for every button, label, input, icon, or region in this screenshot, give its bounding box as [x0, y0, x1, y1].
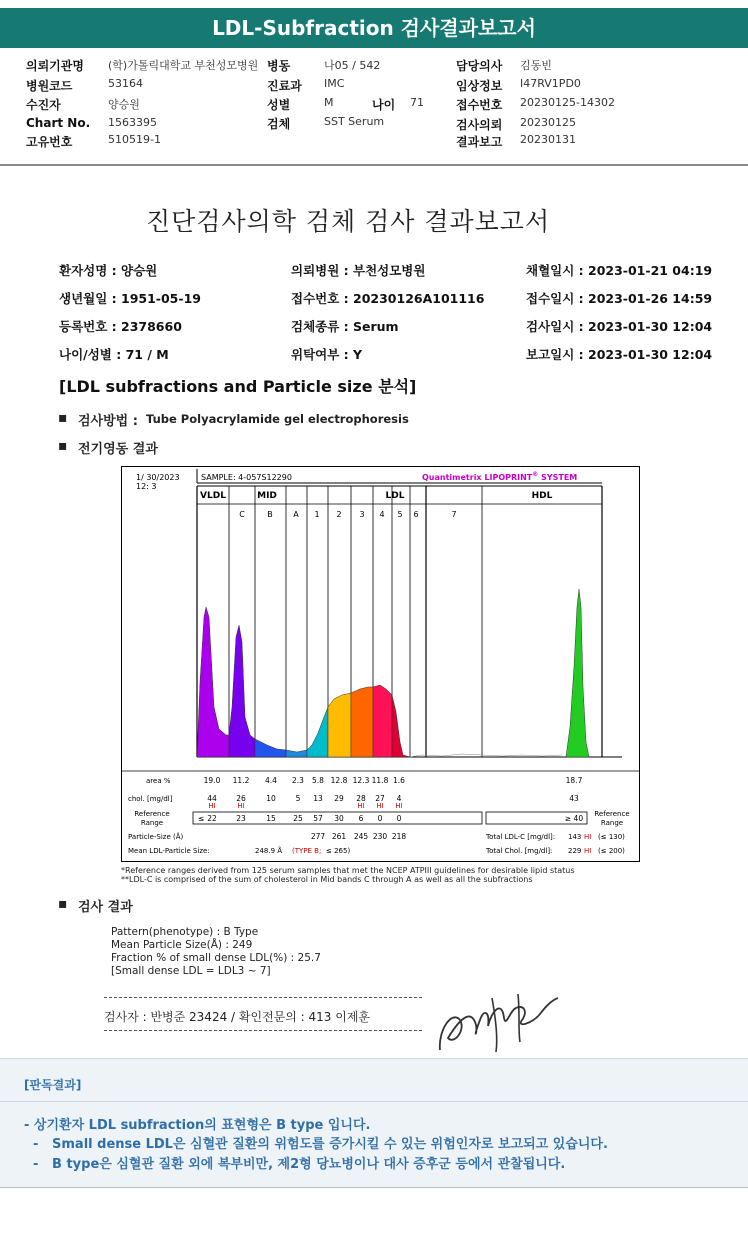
opinion-line-2: - Small dense LDL은 심혈관 질환의 위험도를 증가시킬 수 있는 위험인자로 보고되고 있습니다. — [24, 1137, 608, 1152]
handwritten-signature — [432, 990, 562, 1054]
mean-size-value: 248.9 Å — [255, 847, 283, 855]
value-test-request: 20230125 — [520, 116, 576, 129]
label-receipt-no: 접수번호 — [456, 98, 503, 112]
chart-band-label-7: 7 — [451, 510, 457, 519]
label-department: 진료과 — [267, 79, 302, 93]
chol-value-ldl4: 27 — [375, 794, 385, 803]
chart-band-label-6: 6 — [413, 510, 419, 519]
total-ldl-ref: (≤ 130) — [598, 833, 625, 841]
ref-value-a: 25 — [293, 814, 303, 823]
hi-flag-c: HI — [237, 802, 245, 810]
chart-band-label-2: 2 — [336, 510, 342, 519]
info-report-time: 보고일시 : 2023-01-30 12:04 — [526, 347, 713, 362]
ref-value-ldl2: 30 — [334, 814, 344, 823]
header-divider — [0, 164, 748, 166]
area-value-b: 4.4 — [265, 776, 277, 785]
chart-group-label-ldl: LDL — [385, 491, 405, 501]
label-unique-no: 고유번호 — [26, 135, 73, 149]
chart-svg — [122, 467, 639, 861]
opinion-line-1: - 상기환자 LDL subfraction의 표현형은 B type 입니다. — [24, 1118, 371, 1133]
chol-value-a: 5 — [295, 794, 301, 803]
total-ldl-hi: HI — [584, 833, 592, 841]
mean-size-type: (TYPE B; — [292, 847, 322, 855]
chart-band-area-b — [255, 739, 286, 757]
label-ward: 병동 — [267, 59, 291, 73]
chart-band-area-ldl1 — [307, 707, 328, 757]
result-fraction: Fraction % of small dense LDL(%) : 25.7 — [111, 952, 321, 964]
chart-sample: SAMPLE: 4-057S12290 — [201, 473, 292, 482]
area-value-ldl1: 5.8 — [312, 776, 324, 785]
chart-band-label-c: C — [239, 510, 245, 519]
area-value-ldl3: 12.3 — [352, 776, 370, 785]
chart-time: 12: 3 — [136, 482, 157, 491]
electrophoresis-label: 전기영동 결과 — [78, 442, 158, 457]
chart-band-area-ldl5 — [392, 695, 410, 757]
signer-text: 검사자 : 반병준 23424 / 확인전문의 : 413 이제훈 — [104, 1010, 371, 1024]
label-sex: 성별 — [267, 98, 291, 112]
info-receipt-time: 접수일시 : 2023-01-26 14:59 — [526, 291, 713, 306]
chart-band-label-5: 5 — [397, 510, 403, 519]
info-test-time: 검사일시 : 2023-01-30 12:04 — [526, 319, 713, 334]
chart-band-area-ldl4 — [373, 685, 392, 757]
info-collection-time: 채혈일시 : 2023-01-21 04:19 — [526, 263, 713, 278]
info-specimen-type: 검체종류 : Serum — [291, 319, 399, 334]
chart-band-label-b: B — [267, 510, 273, 519]
chol-value-ldl1: 13 — [313, 794, 323, 803]
hdl-ref-label-1: Reference — [594, 810, 630, 818]
info-requesting-hospital: 의뢰병원 : 부천성모병원 — [291, 263, 426, 278]
hi-flag-ldl4: HI — [376, 802, 384, 810]
info-registration-no: 등록번호 : 2378660 — [59, 319, 182, 334]
method-value: Tube Polyacrylamide gel electrophoresis — [146, 412, 409, 426]
label-result-report: 결과보고 — [456, 135, 503, 149]
chol-value-ldl2: 29 — [334, 794, 344, 803]
chart-band-area-vldl — [197, 607, 229, 757]
value-age: 71 — [410, 96, 424, 109]
size-value-ldl5: 218 — [391, 832, 407, 841]
chart-band-label-1: 1 — [314, 510, 320, 519]
opinion-divider — [0, 1101, 748, 1102]
footnote-2: **LDL-C is comprised of the sum of cholesterol in Mid bands C through A as well as all the subfractions — [121, 875, 533, 884]
footnote-1: *Reference ranges derived from 125 serum samples that met the NCEP ATPIII guidelines for desirable lipid status — [121, 866, 575, 875]
value-department: IMC — [324, 77, 345, 90]
value-receipt-no: 20230125-14302 — [520, 96, 615, 109]
area-value-ldl2: 12.8 — [330, 776, 348, 785]
chart-band-area-ldl3 — [351, 687, 373, 757]
size-value-ldl2: 261 — [331, 832, 347, 841]
total-ldl-value: 143 — [568, 833, 582, 841]
chart-band-area-c — [229, 625, 255, 757]
bullet-icon: ▪ — [58, 438, 68, 454]
value-clinical-info: I47RV1PD0 — [520, 77, 581, 90]
bullet-icon: ▪ — [58, 896, 68, 912]
total-chol-ref: (≤ 200) — [598, 847, 625, 855]
size-value-ldl3: 245 — [353, 832, 369, 841]
area-value-vldl: 19.0 — [203, 776, 221, 785]
chol-value-c: 26 — [236, 794, 246, 803]
report-header-title: LDL-Subfraction 검사결과보고서 — [0, 8, 748, 48]
chol-value-vldl: 44 — [207, 794, 217, 803]
result-mean-size: Mean Particle Size(Å) : 249 — [111, 939, 253, 951]
report-title: 진단검사의학 검체 검사 결과보고서 — [146, 207, 551, 236]
total-chol-hi: HI — [584, 847, 592, 855]
info-patient-name: 환자성명 : 양승원 — [59, 263, 158, 278]
label-test-request: 검사의뢰 — [456, 118, 503, 132]
row-label-area: area % — [146, 777, 171, 785]
value-chart-no: 1563395 — [108, 116, 157, 129]
chart-group-label-hdl: HDL — [531, 491, 553, 501]
hi-flag-vldl: HI — [208, 802, 216, 810]
total-chol-label: Total Chol. [mg/dl]: — [486, 847, 553, 855]
area-value-ldl4: 11.8 — [371, 776, 389, 785]
label-hospital-code: 병원코드 — [26, 79, 73, 93]
area-value-ldl5: 1.6 — [393, 776, 405, 785]
opinion-line-3: - B type은 심혈관 질환 외에 복부비만, 제2형 당뇨병이나 대사 증후군 등에서 관찰됩니다. — [24, 1157, 566, 1172]
value-sex: M — [324, 96, 334, 109]
ref-value-b: 15 — [266, 814, 276, 823]
value-ward: 나05 / 542 — [324, 59, 381, 72]
chart-band-area-a — [286, 750, 307, 757]
row-label-ref-2: Range — [140, 819, 164, 827]
label-age: 나이 — [372, 98, 396, 112]
ref-value-c: 23 — [236, 814, 246, 823]
total-ldl-label: Total LDL-C [mg/dl]: — [486, 833, 556, 841]
mean-size-limit: ≤ 265) — [326, 847, 351, 855]
bullet-icon: ▪ — [58, 410, 68, 426]
lipoprint-chart — [121, 466, 640, 862]
ref-value-hdl: ≥ 40 — [564, 814, 584, 823]
signature-line-bottom — [104, 1030, 422, 1031]
chol-value-ldl5: 4 — [396, 794, 402, 803]
size-value-ldl1: 277 — [310, 832, 326, 841]
hi-flag-ldl3: HI — [357, 802, 365, 810]
chart-band-area-ldl2 — [328, 693, 351, 757]
result-definition: [Small dense LDL = LDL3 ~ 7] — [111, 965, 271, 977]
section-title: [LDL subfractions and Particle size 분석] — [59, 377, 417, 396]
total-chol-value: 229 — [568, 847, 582, 855]
info-receipt-no: 접수번호 : 20230126A101116 — [291, 291, 485, 306]
value-doctor: 김동빈 — [520, 59, 552, 72]
label-patient: 수진자 — [26, 98, 61, 112]
chart-group-label-vldl: VLDL — [200, 491, 226, 501]
info-consignment: 위탁여부 : Y — [291, 347, 363, 362]
row-label-mean: Mean LDL-Particle Size: — [128, 847, 210, 855]
chol-value-hdl: 43 — [569, 794, 579, 803]
chart-band-area-ldl6 — [566, 589, 589, 757]
info-birth-date: 생년월일 : 1951-05-19 — [59, 291, 201, 306]
ref-prefix: ≤ — [198, 814, 205, 823]
chart-group-label-mid: MID — [257, 491, 277, 501]
area-value-hdl: 18.7 — [565, 776, 583, 785]
label-requesting-institution: 의뢰기관명 — [26, 59, 84, 73]
value-result-report: 20230131 — [520, 133, 576, 146]
method-label: 검사방법 : — [78, 414, 138, 429]
value-hospital-code: 53164 — [108, 77, 143, 90]
label-chart-no: Chart No. — [26, 116, 91, 130]
hdl-ref-label-2: Range — [600, 819, 624, 827]
result-label: 검사 결과 — [78, 900, 133, 915]
ref-value-vldl: 22 — [207, 814, 217, 823]
area-value-c: 11.2 — [232, 776, 250, 785]
opinion-title: [판독결과] — [24, 1078, 82, 1092]
chart-band-label-a: A — [293, 510, 299, 519]
chart-date: 1/ 30/2023 — [136, 473, 180, 482]
ref-value-ldl4: 0 — [377, 814, 383, 823]
label-specimen: 검체 — [267, 117, 291, 131]
row-label-size: Particle-Size (Å) — [128, 833, 184, 841]
chart-band-label-4: 4 — [379, 510, 385, 519]
value-specimen: SST Serum — [324, 115, 385, 128]
signature-line-top — [104, 997, 422, 998]
label-doctor: 담당의사 — [456, 59, 503, 73]
ref-value-ldl1: 57 — [313, 814, 323, 823]
ref-value-ldl3: 6 — [358, 814, 364, 823]
chart-band-label-3: 3 — [359, 510, 365, 519]
row-label-ref-1: Reference — [134, 810, 170, 818]
hi-flag-ldl5: HI — [395, 802, 403, 810]
row-label-chol: chol. [mg/dl] — [128, 795, 173, 803]
info-age-sex: 나이/성별 : 71 / M — [59, 347, 169, 362]
chol-value-ldl3: 28 — [356, 794, 366, 803]
value-unique-no: 510519-1 — [108, 133, 161, 146]
value-requesting-institution: (학)가톨릭대학교 부천성모병원 — [108, 59, 259, 72]
ref-value-ldl5: 0 — [396, 814, 402, 823]
result-pattern: Pattern(phenotype) : B Type — [111, 926, 259, 938]
chart-brand: Quantimetrix LIPOPRINT® SYSTEM — [422, 471, 578, 482]
chol-value-b: 10 — [266, 794, 276, 803]
label-clinical-info: 임상정보 — [456, 79, 503, 93]
value-patient: 양승원 — [108, 98, 140, 111]
area-value-a: 2.3 — [292, 776, 304, 785]
size-value-ldl4: 230 — [372, 832, 388, 841]
